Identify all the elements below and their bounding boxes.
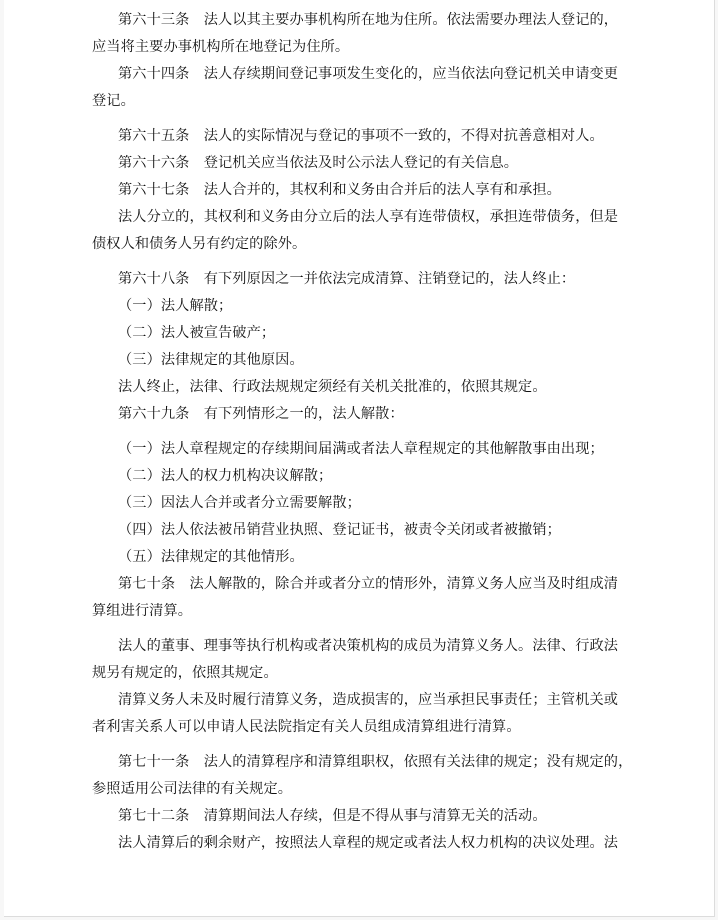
text-line: 登记。	[92, 93, 135, 109]
text-line: 债权人和债务人另有约定的除外。	[92, 236, 307, 252]
text-line: 第六十八条 有下列原因之一并依法完成清算、注销登记的，法人终止：	[118, 271, 576, 287]
text-line: （三）因法人合并或者分立需要解散；	[118, 495, 361, 511]
text-line: 参照适用公司法律的有关规定。	[92, 781, 293, 797]
text-line: （一）法人章程规定的存续期间届满或者法人章程规定的其他解散事由出现；	[118, 441, 604, 457]
text-line: 第七十二条 清算期间法人存续，但是不得从事与清算无关的活动。	[118, 808, 547, 824]
text-line: 第六十九条 有下列情形之一的，法人解散：	[118, 406, 404, 422]
text-line: （四）法人依法被吊销营业执照、登记证书，被责令关闭或者被撤销；	[118, 522, 561, 538]
text-line: （二）法人的权力机构决议解散；	[118, 468, 333, 484]
document-page	[4, 0, 715, 917]
text-line: （二）法人被宣告破产；	[118, 325, 276, 341]
text-line: 算组进行清算。	[92, 603, 193, 619]
text-line: 法人清算后的剩余财产，按照法人章程的规定或者法人权力机构的决议处理。法	[118, 835, 619, 851]
text-line: （三）法律规定的其他原因。	[118, 352, 304, 368]
text-line: 应当将主要办事机构所在地登记为住所。	[92, 39, 350, 55]
text-line: 第六十四条 法人存续期间登记事项发生变化的，应当依法向登记机关申请变更	[118, 66, 619, 82]
text-line: 者利害关系人可以申请人民法院指定有关人员组成清算组进行清算。	[92, 719, 521, 735]
text-line: 第七十一条 法人的清算程序和清算组职权，依照有关法律的规定；没有规定的，	[118, 754, 633, 770]
text-line: 第六十七条 法人合并的，其权利和义务由合并后的法人享有和承担。	[118, 182, 561, 198]
text-line: 第六十五条 法人的实际情况与登记的事项不一致的，不得对抗善意相对人。	[118, 128, 604, 144]
text-line: 法人终止，法律、行政法规规定须经有关机关批准的，依照其规定。	[118, 379, 547, 395]
text-line: （一）法人解散；	[118, 298, 233, 314]
text-line: 第六十六条 登记机关应当依法及时公示法人登记的有关信息。	[118, 155, 519, 171]
text-line: 第七十条 法人解散的，除合并或者分立的情形外，清算义务人应当及时组成清	[118, 576, 619, 592]
text-line: 规另有规定的，依照其规定。	[92, 665, 278, 681]
text-line: （五）法律规定的其他情形。	[118, 549, 304, 565]
text-line: 法人分立的，其权利和义务由分立后的法人享有连带债权，承担连带债务，但是	[118, 209, 619, 225]
text-line: 法人的董事、理事等执行机构或者决策机构的成员为清算义务人。法律、行政法	[118, 638, 619, 654]
text-line: 清算义务人未及时履行清算义务，造成损害的，应当承担民事责任；主管机关或	[118, 692, 619, 708]
text-line: 第六十三条 法人以其主要办事机构所在地为住所。依法需要办理法人登记的，	[118, 12, 619, 28]
